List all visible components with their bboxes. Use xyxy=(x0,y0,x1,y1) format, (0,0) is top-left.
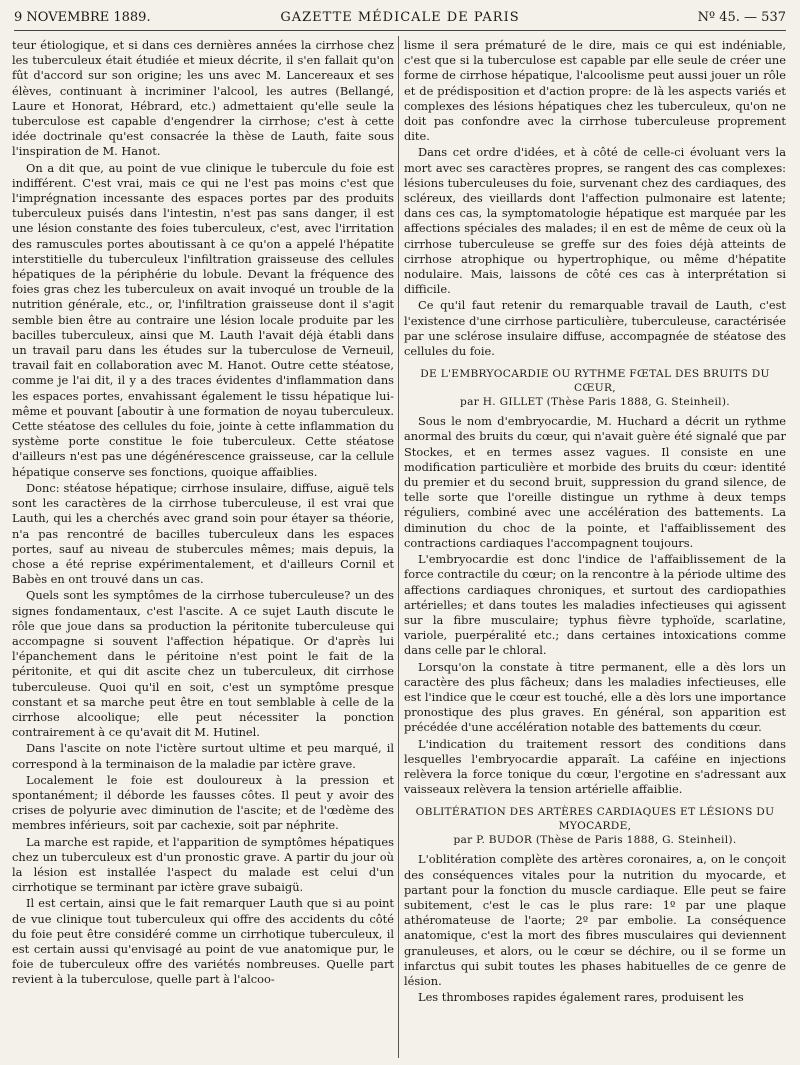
paragraph: Dans cet ordre d'idées, et à côté de celle-ci évoluant vers la mort avec ses caractères propres, se rangent des cas complexes: lésions tuberculeuses du foie, survenant chez des cardiaques, des scléreux, des vieillards dont l'affection pulmonaire est latente; dans ces cas, la symptomatologie hépatique est marquée par les affections spéciales des malades; il en est de même de ceux où la cirrhose tuberculeuse se greffe sur des foies déjà atteints de cirrhose atrophique ou hypertrophique, ou même d'hépatite nodulaire. Mais, laissons de côté ces cas à interprétation si difficile. xyxy=(404,145,786,297)
section-byline: par H. GILLET (Thèse Paris 1888, G. Steinheil). xyxy=(460,396,730,409)
paragraph: Localement le foie est douloureux à la pression et spontanément; il déborde les fausses côtes. Il peut y avoir des crises de polyurie avec diminution de l'ascite; et de l'œdème des membres inférieurs, soit par cachexie, soit par néphrite. xyxy=(12,772,394,833)
paragraph: lisme il sera prématuré de le dire, mais ce qui est indéniable, c'est que si la tuberculose est capable par elle seule de créer une forme de cirrhose hépatique, l'alcoolisme peut aussi jouer un rôle et de prédisposition et d'action propre: de là les aspects variés et complexes des lésions hépatiques chez les tuberculeux, qu'on ne doit pas confondre avec la cirrhose tuberculeuse proprement dite. xyxy=(404,38,786,144)
paragraph: On a dit que, au point de vue clinique le tubercule du foie est indifférent. C'est vrai, mais ce qui ne l'est pas moins c'est que l'imprégnation incessante des espaces portes par des produits tuberculeux puisés dans l'intestin, n'est pas sans danger, il est une lésion constante des foies tuberculeux, c'est, avec l'irritation des ramuscules portes aboutissant à ce qu'on a appelé l'hépatite interstitielle du tuberculeux l'infiltration graisseuse des cellules hépatiques de la périphérie du lobule. Devant la fréquence des foies gras chez les tuberculeux on avait invoqué un trouble de la nutrition générale, etc., or, l'infiltration graisseuse dont il s'agit semble bien être au contraire une lésion locale produite par les bacilles tuberculeux, ainsi que M. Lauth l'avait déjà établi dans un travail paru dans les études sur la tuberculose de Verneuil, travail fait en collaboration avec M. Hanot. Outre cette stéatose, comme je l'ai dit, il y a des traces évidentes d'inflammation dans les espaces portes, envahissant également le tissu hépatique lui-même et pouvant [aboutir à une formation de noyau tuberculeux. Cette stéatose des cellules du foie, jointe à cette inflammation du système porte constitue le foie tuberculeux. Cette stéatose d'ailleurs n'est pas une dégénérescence graisseuse, car la cellule hépatique conserve ses fonctions, quoique affaiblies. xyxy=(12,160,394,479)
paragraph: Donc: stéatose hépatique; cirrhose insulaire, diffuse, aiguë tels sont les caractères de la cirrhose tuberculeuse, il est vrai que Lauth, qui les a cherchés avec grand soin pour étayer sa théorie, n'a pas rencontré de bacilles tuberculeux dans les espaces portes, sauf au niveau de stubercules mêmes; mais depuis, la chose a été reprise expérimentalement, et d'ailleurs Cornil et Babès en ont trouvé dans un cas. xyxy=(12,480,394,587)
paragraph: L'embryocardie est donc l'indice de l'affaiblissement de la force contractile du cœur; on la rencontre à la période ultime des affections cardiaques chroniques, et surtout des cardiopathies artérielles; et dans toutes les maladies infectieuses qui agissent sur la fibre musculaire; typhus fièvre typhoïde, scarlatine, variole, puerpéralité etc.; dans certaines intoxications comme dans celle par le chloral. xyxy=(404,552,786,658)
issue-date: 9 NOVEMBRE 1889. xyxy=(14,10,151,25)
paragraph: L'oblitération complète des artères coronaires, a, on le conçoit des conséquences vitales pour la nutrition du myocarde, et partant pour la fonction du muscle cardiaque. Elle peut se faire subitement, c'est le cas le plus rare: 1º par une plaque athéromateuse de l'aorte; 2º par embolie. La conséquence anatomique, c'est la mort des fibres musculaires qui deviennent granuleuses, et alors, ou le cœur se déchire, ou il se forme un infarctus qui subit toutes les phases habituelles de ce genre de lésion. xyxy=(404,852,786,988)
paragraph: La marche est rapide, et l'apparition de symptômes hépatiques chez un tuberculeux est d'un pronostic grave. A partir du jour où la lésion est installée l'aspect du malade est celui d'un cirrhotique se terminant par ictère grave subaigü. xyxy=(12,834,394,895)
column-divider xyxy=(398,36,399,1058)
paragraph: Quels sont les symptômes de la cirrhose tuberculeuse? un des signes fondamentaux, c'est l'ascite. A ce sujet Lauth discute le rôle que joue dans sa production la péritonite tuberculeuse qui accompagne si souvent l'affection hépatique. Or d'après lui l'épanchement dans le péritoine n'est point le fait de la péritonite, et qui dit ascite chez un tuberculeux, dit cirrhose tuberculeuse. Quoi qu'il en soit, c'est un symptôme presque constant et sa marche peut être en tout semblable à celle de la cirrhose alcoolique; elle peut nécessiter la ponction contrairement à ce qu'avait dit M. Hutinel. xyxy=(12,588,394,740)
paragraph: Les thromboses rapides également rares, produisent les xyxy=(418,990,744,1005)
paragraph: L'indication du traitement ressort des conditions dans lesquelles l'embryocardie apparaît. La caféine en injections relèvera la force tonique du cœur, l'ergotine en s'adressant aux vaisseaux relèvera la tension artérielle affaiblie. xyxy=(404,736,786,797)
section-heading-embryocardie xyxy=(404,367,786,409)
page-header xyxy=(14,8,786,31)
section-title: OBLITÉRATION DES ARTÈRES CARDIAQUES ET LÉSIONS DU MYOCARDE, xyxy=(415,806,775,833)
left-column xyxy=(12,38,394,989)
section-heading-obliteration xyxy=(404,805,786,847)
section-byline: par P. BUDOR (Thèse de Paris 1888, G. Steinheil). xyxy=(453,834,737,847)
paragraph: Il est certain, ainsi que le fait remarquer Lauth que si au point de vue clinique tout tuberculeux qui offre des accidents du côté du foie peut être considéré comme un cirrhotique tuberculeux, il est certain aussi qu'envisagé au point de vue anatomique pur, le foie de tuberculeux offre des variétés nombreuses. Quelle part revient à la tuberculose, quelle part à l'alcoo- xyxy=(12,896,394,987)
paragraph: Sous le nom d'embryocardie, M. Huchard a décrit un rythme anormal des bruits du cœur, qui n'avait guère été signalé que par Stockes, et en termes assez vagues. Il consiste en une modification particulière et morbide des bruits du cœur: identité du premier et du second bruit, suppression du grand silence, de telle sorte que l'oreille distingue un rythme à deux temps réguliers, combiné avec une accélération des battements. La diminution du choc de la pointe, et l'affaiblissement des contractions cardiaques l'accompagnent toujours. xyxy=(404,414,786,550)
right-column xyxy=(404,38,786,1006)
section-title: DE L'EMBRYOCARDIE OU RYTHME FŒTAL DES BRUITS DU CŒUR, xyxy=(420,368,770,395)
paragraph: Dans l'ascite on note l'ictère surtout ultime et peu marqué, il correspond à la terminaison de la maladie par ictère grave. xyxy=(12,741,394,771)
paragraph: teur étiologique, et si dans ces dernières années la cirrhose chez les tuberculeux était étudiée et mieux décrite, il s'en fallait qu'on fût d'accord sur son origine; les uns avec M. Lancereaux et ses élèves, continuant à incriminer l'alcool, les autres (Bellangé, Laure et Honorat, Hébrard, etc.) admettaient qu'elle seule la tuberculose est capable d'engendrer la cirrhose; c'est à cette idée doctrinale qu'est consacrée la thèse de Lauth, faite sous l'inspiration de M. Hanot. xyxy=(12,38,394,159)
paragraph: Ce qu'il faut retenir du remarquable travail de Lauth, c'est l'existence d'une cirrhose particulière, tuberculeuse, caractérisée par une sclérose insulaire diffuse, accompagnée de stéatose des cellules du foie. xyxy=(404,298,786,359)
page-number: Nº 45. — 537 xyxy=(697,10,786,25)
paragraph: Lorsqu'on la constate à titre permanent, elle a dès lors un caractère des plus fâcheux; dans les maladies infectieuses, elle est l'indice que le cœur est touché, elle a dès lors une importance pronostique des plus graves. En général, son apparition est précédée d'une accélération notable des battements du cœur. xyxy=(404,659,786,735)
journal-title: GAZETTE MÉDICALE DE PARIS xyxy=(280,10,520,25)
